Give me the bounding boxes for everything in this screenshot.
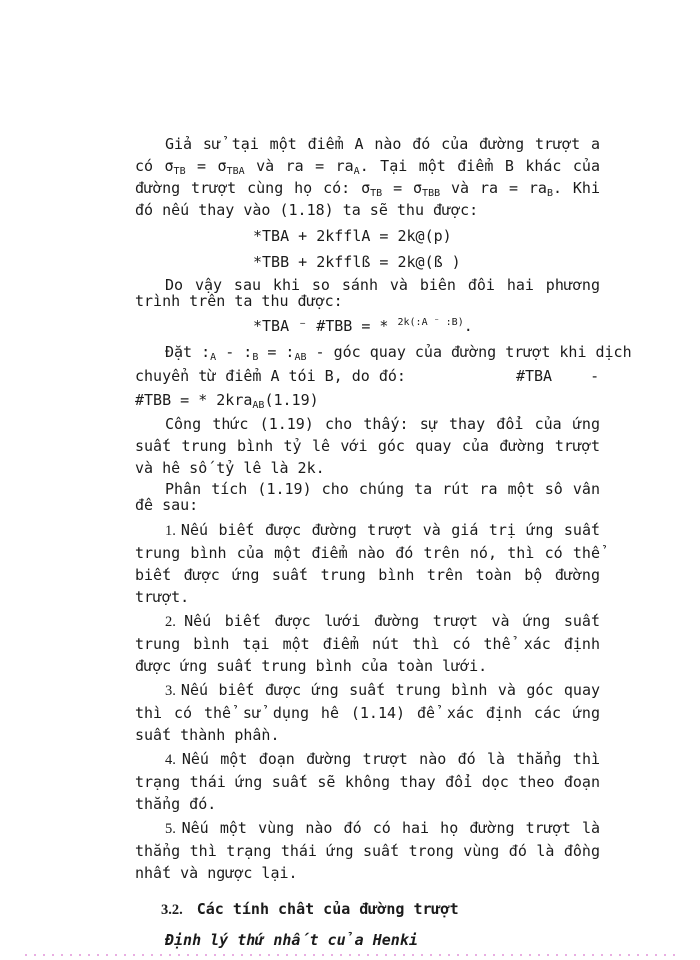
para-formula: [135, 413, 600, 479]
text-run: - :: [216, 343, 253, 361]
text-run: Định lý thứ nhất của Henki: [165, 931, 418, 949]
list-item-1: [135, 519, 600, 608]
text-run: 3.2.: [161, 902, 183, 918]
subscript-text: TBA: [226, 166, 245, 177]
text-run: -: [590, 367, 600, 385]
theorem-title: [135, 929, 600, 951]
para-dat-line-1: [135, 341, 632, 363]
text-run: #TBA: [515, 367, 553, 385]
subscript-text: B: [546, 188, 553, 199]
subscript-text: A: [353, 166, 360, 177]
text-run: 3.: [165, 683, 181, 699]
text-run: = σ: [382, 179, 423, 197]
para-intro: [135, 133, 600, 221]
text-run: và ra = ra: [244, 157, 354, 175]
spacing-gap: [183, 913, 197, 914]
text-run: Các tính chât của đường trượt: [196, 900, 459, 918]
para-analysis: [135, 481, 600, 513]
list-item-5: [135, 817, 600, 884]
text-run: - góc quay của đường trượt khi dịch: [306, 343, 632, 361]
subscript-text: B: [252, 352, 259, 363]
list-item-3: [135, 679, 600, 746]
equation-3: [135, 315, 600, 337]
subscript-text: TB: [173, 166, 186, 177]
subscript-text: AB: [294, 352, 307, 363]
document-blocks: [135, 133, 632, 951]
subscript-text: A: [210, 352, 217, 363]
text-run: Nếu biết được lưới đường trượt và ứng suất trung bình tại một điểm nút thì có thể xác định được ứng suất trung bình của toàn lưới.: [135, 612, 600, 675]
text-run: chuyển từ điểm A tói B, do đó:: [135, 367, 406, 385]
text-run: Nếu một đoạn đường trượt nào đó là thẳng thì trạng thái ứng suất sẽ không thay đổi dọc theo đoạn thẳng đó.: [135, 750, 601, 813]
text-run: và ra = ra: [440, 179, 547, 197]
text-run: *TBB + 2kfflß = 2k@(ß ): [253, 253, 461, 271]
page-bottom-dotted-line: [25, 954, 675, 956]
text-run: 4.: [165, 752, 182, 768]
text-run: . Khi đó nếu thay vào (1.18) ta sẽ thu được:: [135, 179, 600, 219]
list-item-2: [135, 610, 600, 677]
spacing-gap: [552, 380, 590, 381]
text-run: . Tại một điểm B khác của đường trượt cùng họ có: σ: [135, 157, 600, 197]
subscript-text: AB: [252, 400, 265, 411]
text-run: = :: [258, 343, 295, 361]
equation-2: [135, 251, 600, 273]
text-run: Do vậy sau khi so sánh và biên đôi hai phương trình trên ta thu được:: [135, 276, 600, 310]
spacing-gap: [406, 380, 516, 381]
text-run: Đặt :: [165, 343, 211, 361]
text-run: Nếu biết được đường trượt và giá trị ứng suất trung bình của một điểm nào đó trên nó, thì có thể biết được ứng suất trung bình trên toàn bộ đường trượt.: [135, 521, 601, 606]
text-run: .: [463, 317, 473, 335]
text-run: Công thức (1.19) cho thấy: sự thay đổi của ứng suất trung bình tỷ lê với góc quay của đường trượt và hê số tỷ lê là 2k.: [135, 415, 600, 477]
text-run: #TBB = * 2kra: [135, 391, 253, 409]
text-run: (1.19): [264, 391, 319, 409]
text-run: *TBA ⁻ #TBB = *: [253, 317, 398, 335]
text-run: Giả sử tại một điểm A nào đó của đường trượt a có σ: [135, 135, 600, 175]
text-run: Nếu một vùng nào đó có hai họ đường trượt là thẳng thì trạng thái ứng suất trong vùng đó là đồng nhất và ngược lại.: [135, 819, 600, 882]
text-run: = σ: [185, 157, 227, 175]
subscript-text: TBB: [422, 188, 441, 199]
text-run: Nếu biết được ứng suất trung bình và góc quay thì có thể sử dụng hê (1.14) để xác định các ứng suất thành phần.: [135, 681, 601, 744]
subscript-text: TB: [370, 188, 383, 199]
equation-1: [135, 225, 600, 247]
text-run: *TBA + 2kfflA = 2k@(p): [253, 227, 452, 245]
text-run: 1.: [165, 523, 181, 539]
text-run: 2.: [165, 614, 185, 630]
list-item-4: [135, 748, 600, 815]
section-heading: [135, 898, 600, 921]
para-compare: [135, 277, 600, 309]
para-dat-line-3: [135, 389, 600, 411]
para-dat-line-2: [135, 365, 600, 387]
text-run: 5.: [165, 821, 182, 837]
superscript-text: 2k(:A ⁻ :B): [397, 317, 464, 328]
text-run: Phân tích (1.19) cho chúng ta rút ra một sô vân đê sau:: [135, 480, 600, 514]
